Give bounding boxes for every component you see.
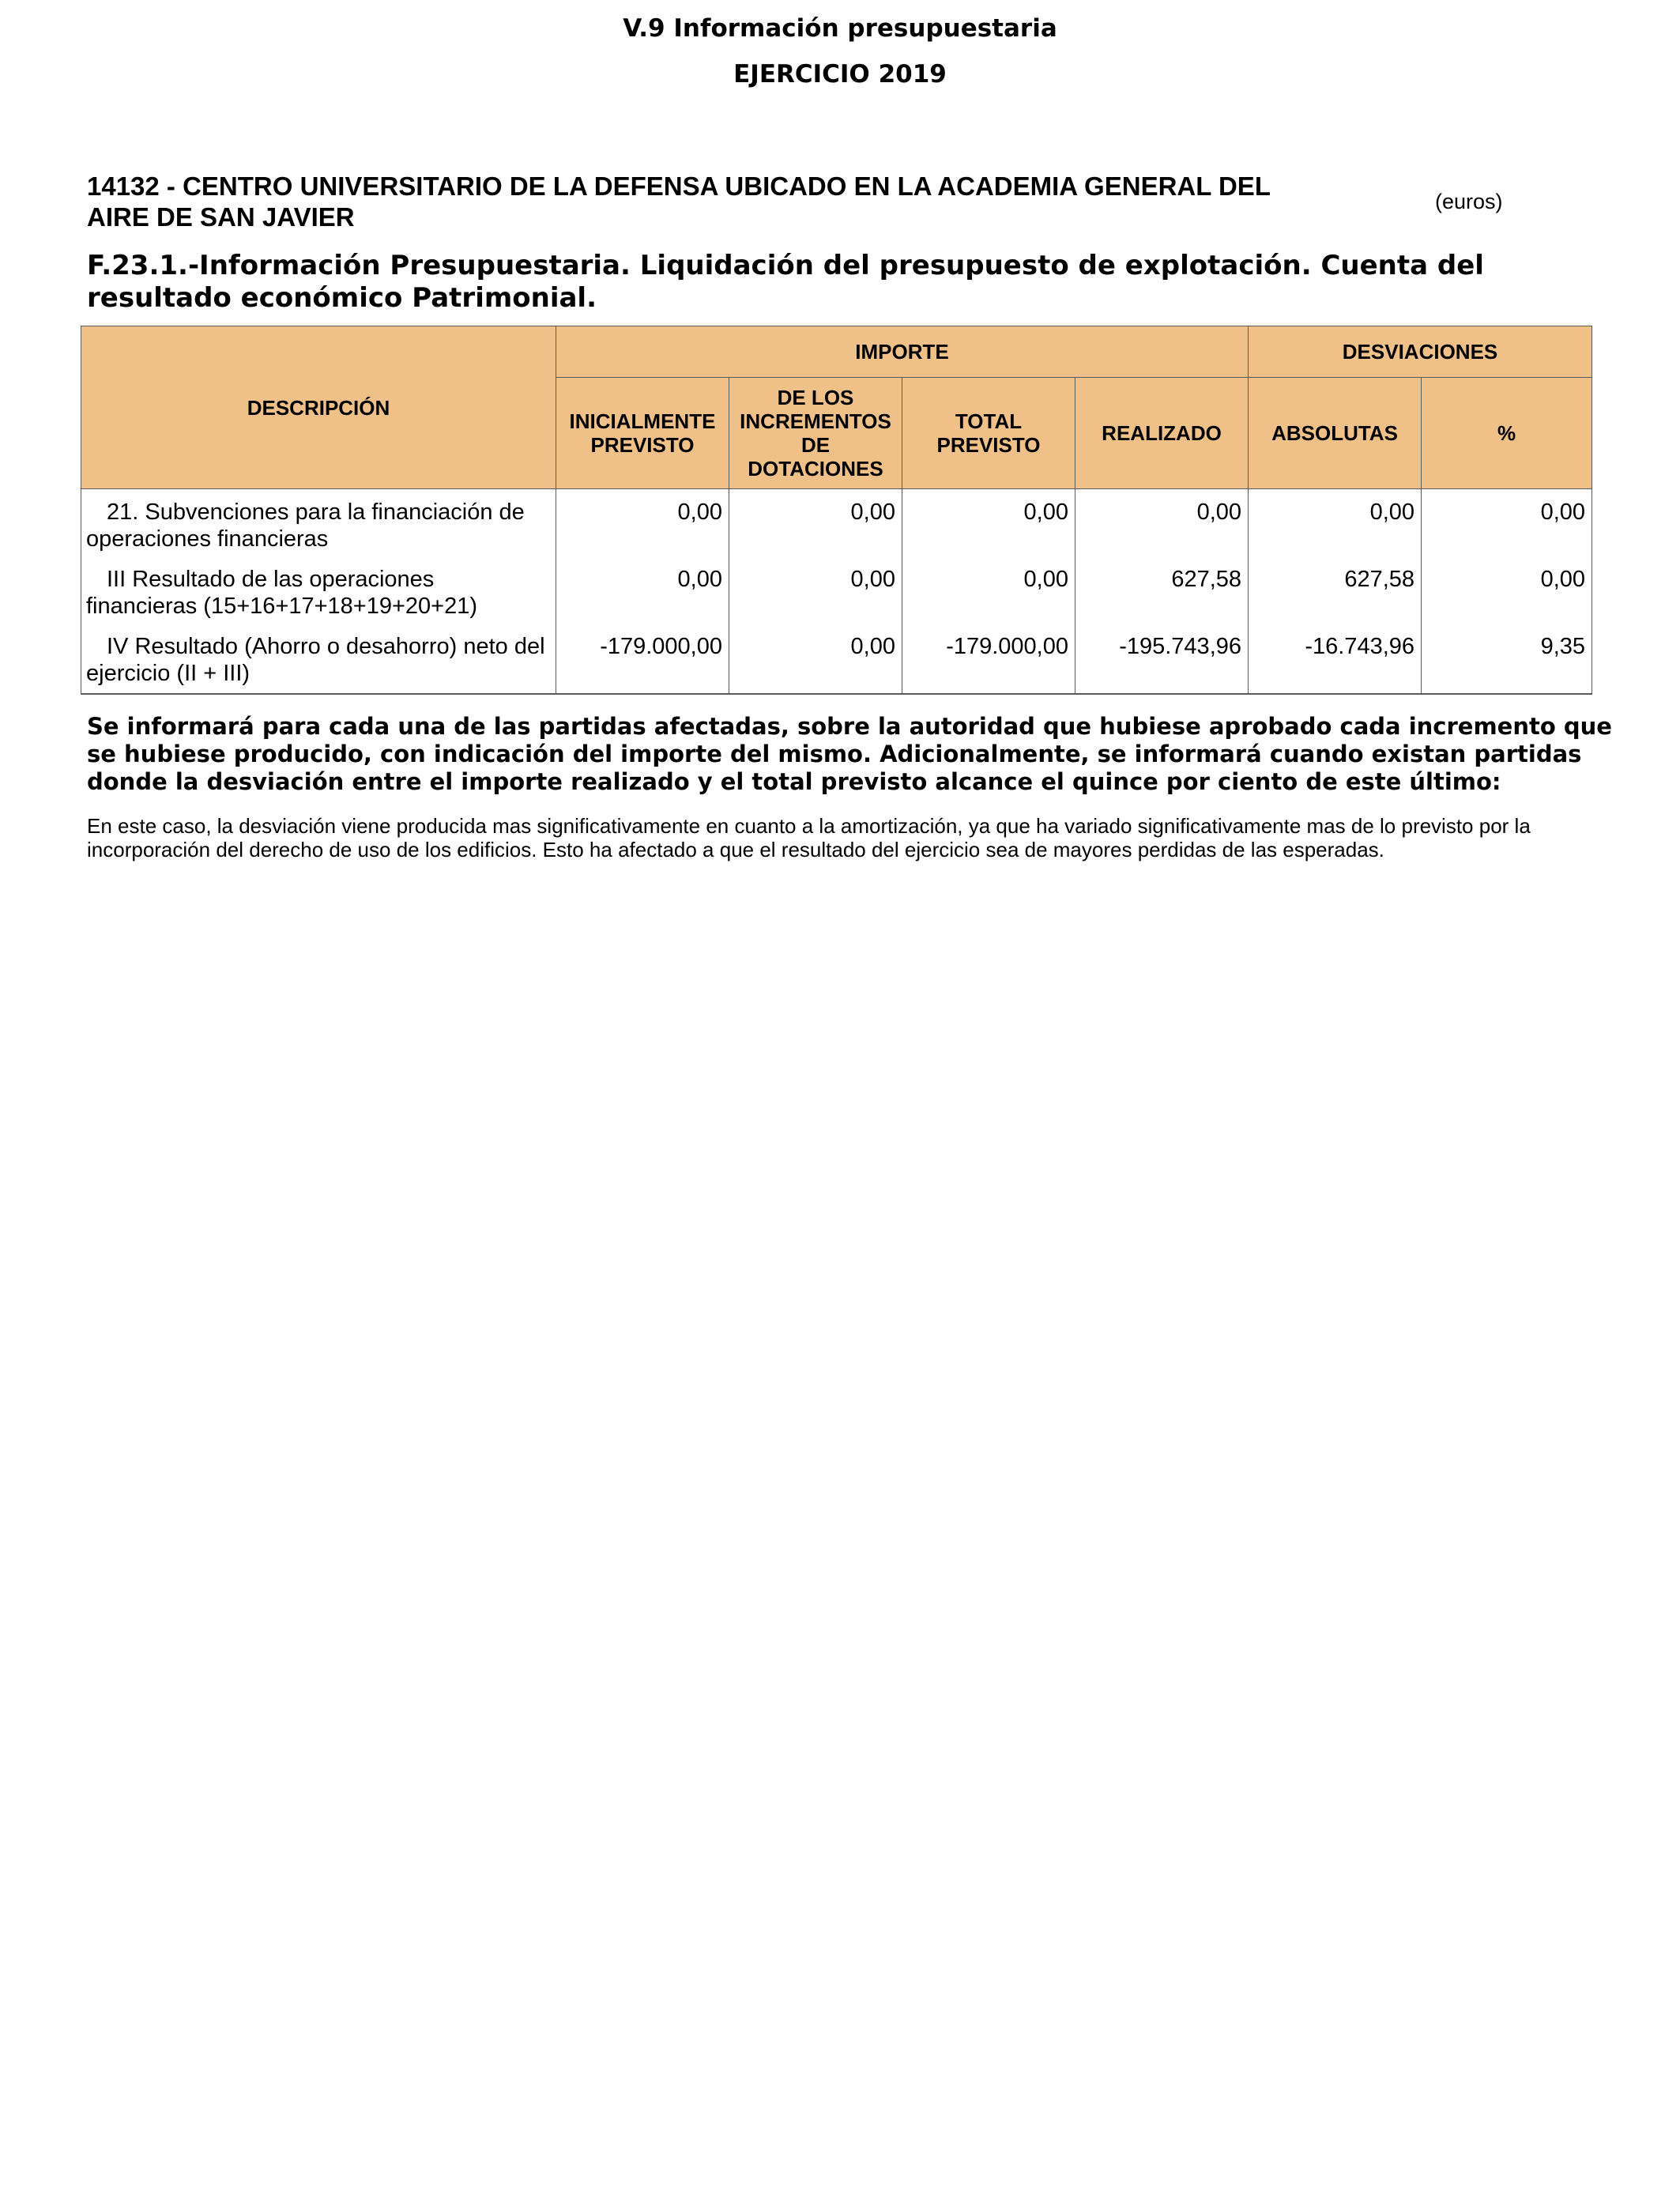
explanation-note: En este caso, la desviación viene producida mas significativamente en cuanto a la amortización, ya que ha variado significativamente mas de lo previsto por la incorporación del derecho de uso de los edificios. Esto ha afectado a que el resultado del ejercicio sea de mayores perdidas de las esperadas. [87,814,1531,861]
cell-inicialmente-previsto: 0,00 [556,556,729,624]
cell-inicialmente-previsto: 0,00 [556,489,729,557]
table-row [81,624,1592,694]
table-row [81,556,1592,624]
header-incrementos-dotaciones: DE LOS INCREMENTOS DE DOTACIONES [729,378,902,489]
row-description: IV Resultado (Ahorro o desahorro) neto del ejercicio (II + III) [81,624,556,694]
row-description: 21. Subvenciones para la financiación de operaciones financieras [81,489,556,557]
page-title: V.9 Información presupuestaria [623,14,1057,43]
cell-inicialmente-previsto: -179.000,00 [556,624,729,694]
budget-table [81,326,1592,695]
cell-realizado: 627,58 [1075,556,1249,624]
header-desviaciones: DESVIACIONES [1249,326,1592,378]
instruction-note: Se informará para cada una de las partidas afectadas, sobre la autoridad que hubiese aprobado cada incremento que se hubiese producido, con indicación del importe del mismo. Adicionalmente, se informará cuando existan partidas donde la desviación entre el importe realizado y el total previsto alcance el quince por ciento de este último: [87,713,1612,795]
cell-incrementos: 0,00 [729,556,902,624]
header-porcentaje: % [1422,378,1592,489]
currency-units: (euros) [1435,190,1503,213]
cell-total-previsto: 0,00 [902,489,1075,557]
cell-incrementos: 0,00 [729,624,902,694]
header-importe: IMPORTE [556,326,1249,378]
cell-absolutas: 0,00 [1249,489,1422,557]
cell-incrementos: 0,00 [729,489,902,557]
header-inicialmente-previsto: INICIALMENTE PREVISTO [556,378,729,489]
section-title: F.23.1.-Información Presupuestaria. Liquidación del presupuesto de explotación. Cuenta del resultado económico Patrimonial. [87,250,1484,314]
cell-realizado: 0,00 [1075,489,1249,557]
row-description: III Resultado de las operaciones financieras (15+16+17+18+19+20+21) [81,556,556,624]
header-descripcion: DESCRIPCIÓN [81,326,556,489]
cell-absolutas: -16.743,96 [1249,624,1422,694]
cell-total-previsto: -179.000,00 [902,624,1075,694]
header-absolutas: ABSOLUTAS [1249,378,1422,489]
entity-name: 14132 - CENTRO UNIVERSITARIO DE LA DEFENSA UBICADO EN LA ACADEMIA GENERAL DEL AIRE DE SAN JAVIER [87,172,1271,232]
cell-total-previsto: 0,00 [902,556,1075,624]
header-realizado: REALIZADO [1075,378,1249,489]
cell-porcentaje: 0,00 [1422,556,1592,624]
fiscal-year-title: EJERCICIO 2019 [733,60,947,89]
cell-porcentaje: 0,00 [1422,489,1592,557]
cell-absolutas: 627,58 [1249,556,1422,624]
table-row [81,489,1592,557]
cell-porcentaje: 9,35 [1422,624,1592,694]
table-group-header-row [81,326,1592,378]
cell-realizado: -195.743,96 [1075,624,1249,694]
header-total-previsto: TOTAL PREVISTO [902,378,1075,489]
